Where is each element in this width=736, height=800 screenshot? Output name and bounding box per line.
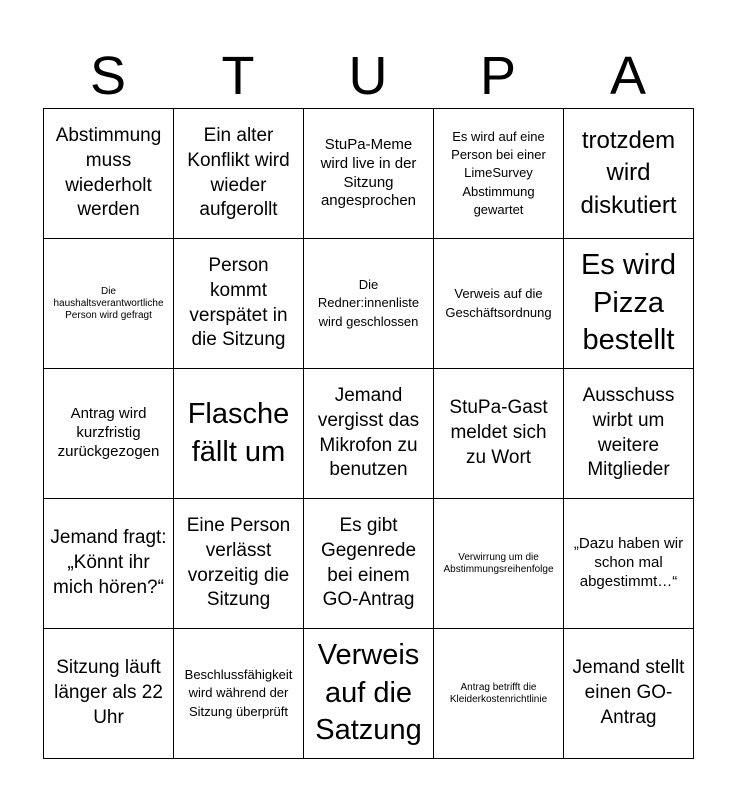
bingo-grid (43, 108, 694, 759)
bingo-cell[interactable] (44, 239, 174, 369)
bingo-cell[interactable] (564, 369, 694, 499)
bingo-cell[interactable] (174, 109, 304, 239)
bingo-cell-text: Eine Person verlässt vorzeitig die Sitzung (186, 515, 291, 611)
bingo-cell[interactable] (44, 109, 174, 239)
bingo-cell-text: Beschlussfähigkeit wird während der Sitzung überprüft (184, 667, 293, 719)
bingo-cell[interactable] (44, 499, 174, 629)
header-letter: U (348, 46, 388, 106)
bingo-cell[interactable] (174, 499, 304, 629)
bingo-cell-text: Ein alter Konflikt wird wieder aufgerollt (187, 125, 290, 221)
bingo-cell-text: Antrag wird kurzfristig zurückgezogen (57, 405, 160, 460)
header-letter: T (221, 46, 255, 106)
bingo-cell-text: Sitzung läuft länger als 22 Uhr (54, 657, 163, 728)
bingo-cell[interactable] (304, 239, 434, 369)
bingo-cell[interactable] (434, 499, 564, 629)
bingo-cell-text: „Dazu haben wir schon mal abgestimmt…“ (573, 535, 684, 590)
bingo-cell[interactable] (304, 369, 434, 499)
bingo-header (43, 44, 693, 108)
bingo-cell-text: Jemand stellt einen GO-Antrag (572, 657, 685, 728)
bingo-cell-text: Ausschuss wirbt um weitere Mitglieder (582, 385, 675, 481)
bingo-cell[interactable] (44, 629, 174, 759)
bingo-cell[interactable] (434, 239, 564, 369)
bingo-cell[interactable] (174, 239, 304, 369)
bingo-cell[interactable] (434, 109, 564, 239)
bingo-cell[interactable] (564, 239, 694, 369)
bingo-cell[interactable] (564, 629, 694, 759)
bingo-cell-text: Verwirrung um die Abstimmungsreihenfolge (443, 551, 554, 575)
bingo-cell[interactable] (564, 499, 694, 629)
header-letter: A (609, 46, 647, 106)
bingo-cell-text: Flasche fällt um (187, 397, 290, 468)
bingo-cell[interactable] (44, 369, 174, 499)
header-letter: S (89, 46, 127, 106)
bingo-cell-text: Es wird auf eine Person bei einer LimeSurvey Abstimmung gewartet (451, 129, 546, 217)
bingo-cell-text: Jemand fragt: „Könnt ihr mich hören?“ (50, 527, 167, 598)
bingo-cell[interactable] (174, 369, 304, 499)
bingo-cell[interactable] (434, 369, 564, 499)
header-letter: P (479, 46, 517, 106)
bingo-cell-text: Verweis auf die Geschäftsordnung (445, 286, 552, 320)
bingo-cell-text: StuPa-Gast meldet sich zu Wort (449, 397, 548, 468)
bingo-cell-text: Es gibt Gegenrede bei einem GO-Antrag (320, 515, 417, 611)
bingo-cell[interactable] (304, 109, 434, 239)
bingo-cell-text: Die Redner:innenliste wird geschlossen (317, 277, 420, 329)
bingo-cell-text: Verweis auf die Satzung (315, 638, 422, 747)
bingo-cell-text: Antrag betrifft die Kleiderkostenrichtlinie (449, 681, 548, 705)
bingo-cell-text: Es wird Pizza bestellt (580, 248, 677, 357)
bingo-cell-text: Die haushaltsverantwortliche Person wird gefragt (53, 285, 164, 321)
bingo-cell[interactable] (434, 629, 564, 759)
bingo-cell-text: Abstimmung muss wiederholt werden (55, 125, 162, 221)
bingo-cell[interactable] (304, 499, 434, 629)
bingo-cell[interactable] (174, 629, 304, 759)
bingo-cell[interactable] (564, 109, 694, 239)
bingo-cell[interactable] (304, 629, 434, 759)
bingo-cell-text: Jemand vergisst das Mikrofon zu benutzen (317, 385, 420, 481)
bingo-cell-text: trotzdem wird diskutiert (580, 126, 677, 219)
bingo-cell-text: Person kommt verspätet in die Sitzung (189, 255, 288, 351)
bingo-cell-text: StuPa-Meme wird live in der Sitzung angesprochen (320, 136, 417, 210)
